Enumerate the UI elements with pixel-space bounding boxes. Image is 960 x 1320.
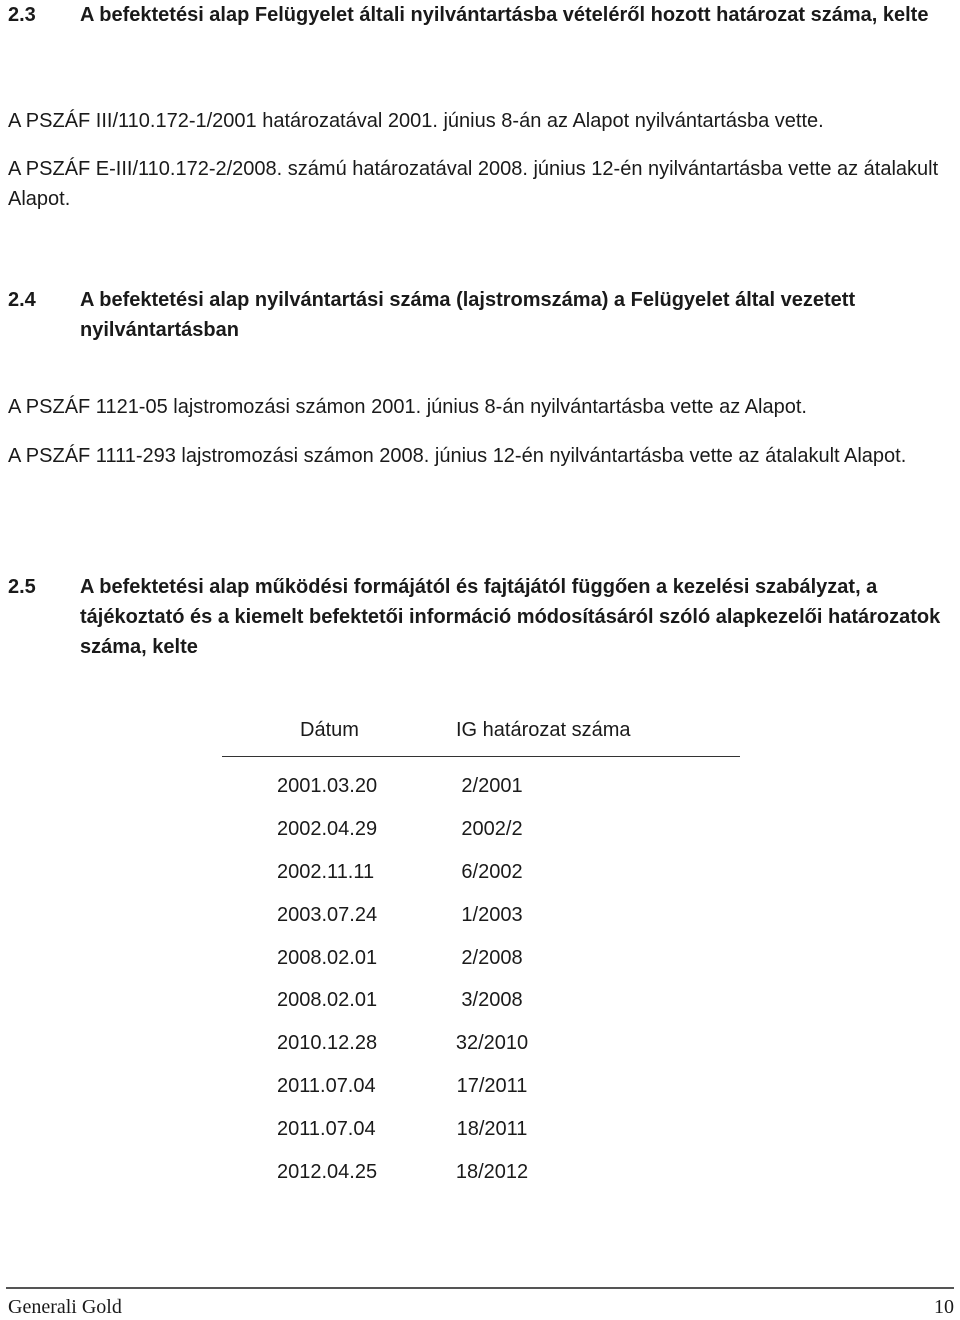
cell-ig-number: 2002/2 <box>461 817 523 840</box>
cell-ig-number: 18/2011 <box>456 1118 528 1141</box>
paragraph: A PSZÁF III/110.172-1/2001 határozatával 2001. június 8-án az Alapot nyilvántartásba vette. <box>8 110 824 132</box>
section-heading-2-3 <box>8 0 953 30</box>
section-number: 2.3 <box>8 4 36 26</box>
table-row <box>222 1057 742 1100</box>
cell-ig-number: 17/2011 <box>456 1075 528 1098</box>
section-number: 2.5 <box>8 576 36 598</box>
footer-title: Generali Gold <box>8 1296 122 1318</box>
cell-date: 2002.04.29 <box>277 817 378 840</box>
section-title: A befektetési alap működési formájától és fajtájától függően a kezelési szabályzat, a tájékoztató és a kiemelt befektetői információ módosításáról szóló alapkezelői határozatok száma, kelte <box>80 576 941 658</box>
page-number: 10 <box>934 1296 954 1318</box>
table-row <box>222 757 742 800</box>
cell-date: 2011.07.04 <box>277 1075 376 1098</box>
table-body <box>222 757 742 1186</box>
table-row <box>222 929 742 972</box>
cell-date: 2008.02.01 <box>277 946 378 969</box>
section-heading-2-4 <box>8 285 953 345</box>
cell-date: 2003.07.24 <box>277 903 378 926</box>
paragraph: A PSZÁF 1111-293 lajstromozási számon 2008. június 12-én nyilvántartásba vette az átalakult Alapot. <box>8 445 907 467</box>
table-row <box>222 971 742 1014</box>
cell-date: 2008.02.01 <box>277 989 378 1012</box>
column-header-ig-number: IG határozat száma <box>456 719 631 741</box>
cell-date: 2001.03.20 <box>277 775 378 797</box>
cell-date: 2010.12.28 <box>277 1032 378 1055</box>
cell-date: 2012.04.25 <box>277 1161 378 1184</box>
section-title: A befektetési alap Felügyelet általi nyilvántartásba vételéről hozott határozat száma, kelte <box>80 4 929 26</box>
cell-date: 2011.07.04 <box>277 1118 376 1141</box>
section-title: A befektetési alap nyilvántartási száma (lajstromszáma) a Felügyelet által vezetett nyilvántartásban <box>80 289 856 341</box>
cell-date: 2002.11.11 <box>277 860 375 883</box>
table-row <box>222 1014 742 1057</box>
table-row <box>222 800 742 843</box>
resolutions-table <box>222 715 742 1184</box>
table-row <box>222 1143 742 1186</box>
column-header-date: Dátum <box>300 719 359 741</box>
paragraph: A PSZÁF 1121-05 lajstromozási számon 2001. június 8-án nyilvántartásba vette az Alapot. <box>8 396 807 418</box>
cell-ig-number: 2/2001 <box>461 775 523 797</box>
cell-ig-number: 18/2012 <box>455 1161 529 1184</box>
paragraph: A PSZÁF E-III/110.172-2/2008. számú határozatával 2008. június 12-én nyilvántartásba vette az átalakult Alapot. <box>8 158 939 210</box>
cell-ig-number: 1/2003 <box>461 903 523 926</box>
cell-ig-number: 32/2010 <box>455 1032 529 1055</box>
cell-ig-number: 6/2002 <box>461 860 523 883</box>
cell-ig-number: 2/2008 <box>461 946 523 969</box>
table-row <box>222 1100 742 1143</box>
table-header <box>222 715 742 745</box>
footer-divider <box>6 1287 954 1289</box>
table-row <box>222 843 742 886</box>
cell-ig-number: 3/2008 <box>461 989 523 1012</box>
section-number: 2.4 <box>8 289 36 311</box>
table-row <box>222 886 742 929</box>
section-heading-2-5 <box>8 572 953 662</box>
